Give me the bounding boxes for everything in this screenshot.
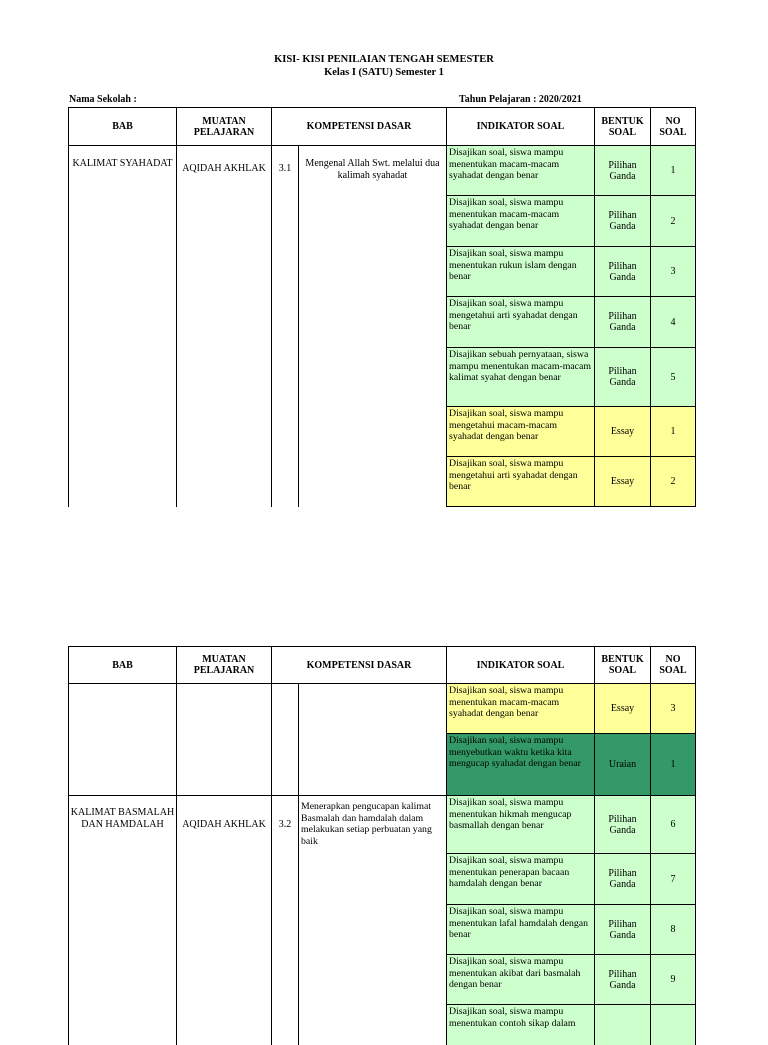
bentuk-cell: Essay [595,407,651,457]
indikator-cell: Disajikan sebuah pernyataan, siswa mampu menentukan macam-macam kalimat syahat dengan benar [447,348,595,407]
header-no: NO SOAL [651,108,696,146]
indikator-cell: Disajikan soal, siswa mampu menentukan rukun islam dengan benar [447,247,595,297]
indikator-cell: Disajikan soal, siswa mampu mengetahui macam-macam syahadat dengan benar [447,407,595,457]
header-bab: BAB [69,647,177,684]
header-kd: KOMPETENSI DASAR [272,108,447,146]
empty-kd-number-cell [272,684,299,796]
school-name-label: Nama Sekolah : [69,94,137,105]
bentuk-cell: Uraian [595,734,651,796]
kisi-table-1 [68,107,696,507]
bentuk-cell [595,1005,651,1045]
indikator-cell: Disajikan soal, siswa mampu mengetahui arti syahadat dengan benar [447,297,595,348]
bentuk-cell: Pilihan Ganda [595,196,651,247]
indikator-cell: Disajikan soal, siswa mampu menentukan macam-macam syahadat dengan benar [447,196,595,247]
indikator-cell: Disajikan soal, siswa mampu menentukan penerapan bacaan hamdalah dengan benar [447,854,595,905]
indikator-cell: Disajikan soal, siswa mampu menentukan lafal hamdalah dengan benar [447,905,595,955]
table-row [69,146,696,196]
kd-number-cell: 3.2 [272,796,299,1045]
no-cell: 4 [651,297,696,348]
bentuk-cell: Pilihan Ganda [595,297,651,348]
bentuk-cell: Pilihan Ganda [595,955,651,1005]
header-no: NO SOAL [651,647,696,684]
muatan-cell: AQIDAH AKHLAK [177,796,272,1045]
header-indikator: INDIKATOR SOAL [447,108,595,146]
table-row [69,684,696,734]
header-bab: BAB [69,108,177,146]
header-indikator: INDIKATOR SOAL [447,647,595,684]
header-muatan: MUATAN PELAJARAN [177,108,272,146]
muatan-cell: AQIDAH AKHLAK [177,146,272,507]
indikator-cell: Disajikan soal, siswa mampu menyebutkan waktu ketika kita mengucap syahadat dengan benar [447,734,595,796]
bentuk-cell: Essay [595,684,651,734]
school-year-label: Tahun Pelajaran : 2020/2021 [459,94,582,105]
indikator-cell: Disajikan soal, siswa mampu menentukan hikmah mengucap basmallah dengan benar [447,796,595,854]
empty-kd-text-cell [299,684,447,796]
no-cell: 9 [651,955,696,1005]
bentuk-cell: Pilihan Ganda [595,854,651,905]
no-cell: 1 [651,734,696,796]
empty-muatan-cell [177,684,272,796]
document-subtitle: Kelas I (SATU) Semester 1 [324,67,444,78]
bentuk-cell: Pilihan Ganda [595,905,651,955]
indikator-cell: Disajikan soal, siswa mampu menentukan macam-macam syahadat dengan benar [447,146,595,196]
bentuk-cell: Pilihan Ganda [595,146,651,196]
header-bentuk: BENTUK SOAL [595,647,651,684]
no-cell: 3 [651,247,696,297]
kisi-table-2 [68,646,696,1045]
bentuk-cell: Pilihan Ganda [595,247,651,297]
header-muatan: MUATAN PELAJARAN [177,647,272,684]
no-cell: 1 [651,146,696,196]
header-kd: KOMPETENSI DASAR [272,647,447,684]
bentuk-cell: Pilihan Ganda [595,348,651,407]
bentuk-cell: Pilihan Ganda [595,796,651,854]
no-cell: 2 [651,196,696,247]
bab-cell: KALIMAT BASMALAH DAN HAMDALAH [69,796,177,1045]
table-row [69,796,696,854]
bab-cell: KALIMAT SYAHADAT [69,146,177,507]
no-cell: 5 [651,348,696,407]
no-cell: 3 [651,684,696,734]
kd-text-cell: Mengenal Allah Swt. melalui dua kalimah syahadat [299,146,447,507]
no-cell: 8 [651,905,696,955]
indikator-cell: Disajikan soal, siswa mampu mengetahui arti syahadat dengan benar [447,457,595,507]
no-cell [651,1005,696,1045]
no-cell: 1 [651,407,696,457]
document-title: KISI- KISI PENILAIAN TENGAH SEMESTER [274,54,494,65]
no-cell: 6 [651,796,696,854]
kd-number-cell: 3.1 [272,146,299,507]
header-bentuk: BENTUK SOAL [595,108,651,146]
indikator-cell: Disajikan soal, siswa mampu menentukan akibat dari basmalah dengan benar [447,955,595,1005]
empty-bab-cell [69,684,177,796]
no-cell: 7 [651,854,696,905]
bentuk-cell: Essay [595,457,651,507]
indikator-cell: Disajikan soal, siswa mampu menentukan macam-macam syahadat dengan benar [447,684,595,734]
kd-text-cell: Menerapkan pengucapan kalimat Basmalah dan hamdalah dalam melakukan setiap perbuatan yang baik [299,796,447,1045]
indikator-cell: Disajikan soal, siswa mampu menentukan contoh sikap dalam [447,1005,595,1045]
no-cell: 2 [651,457,696,507]
